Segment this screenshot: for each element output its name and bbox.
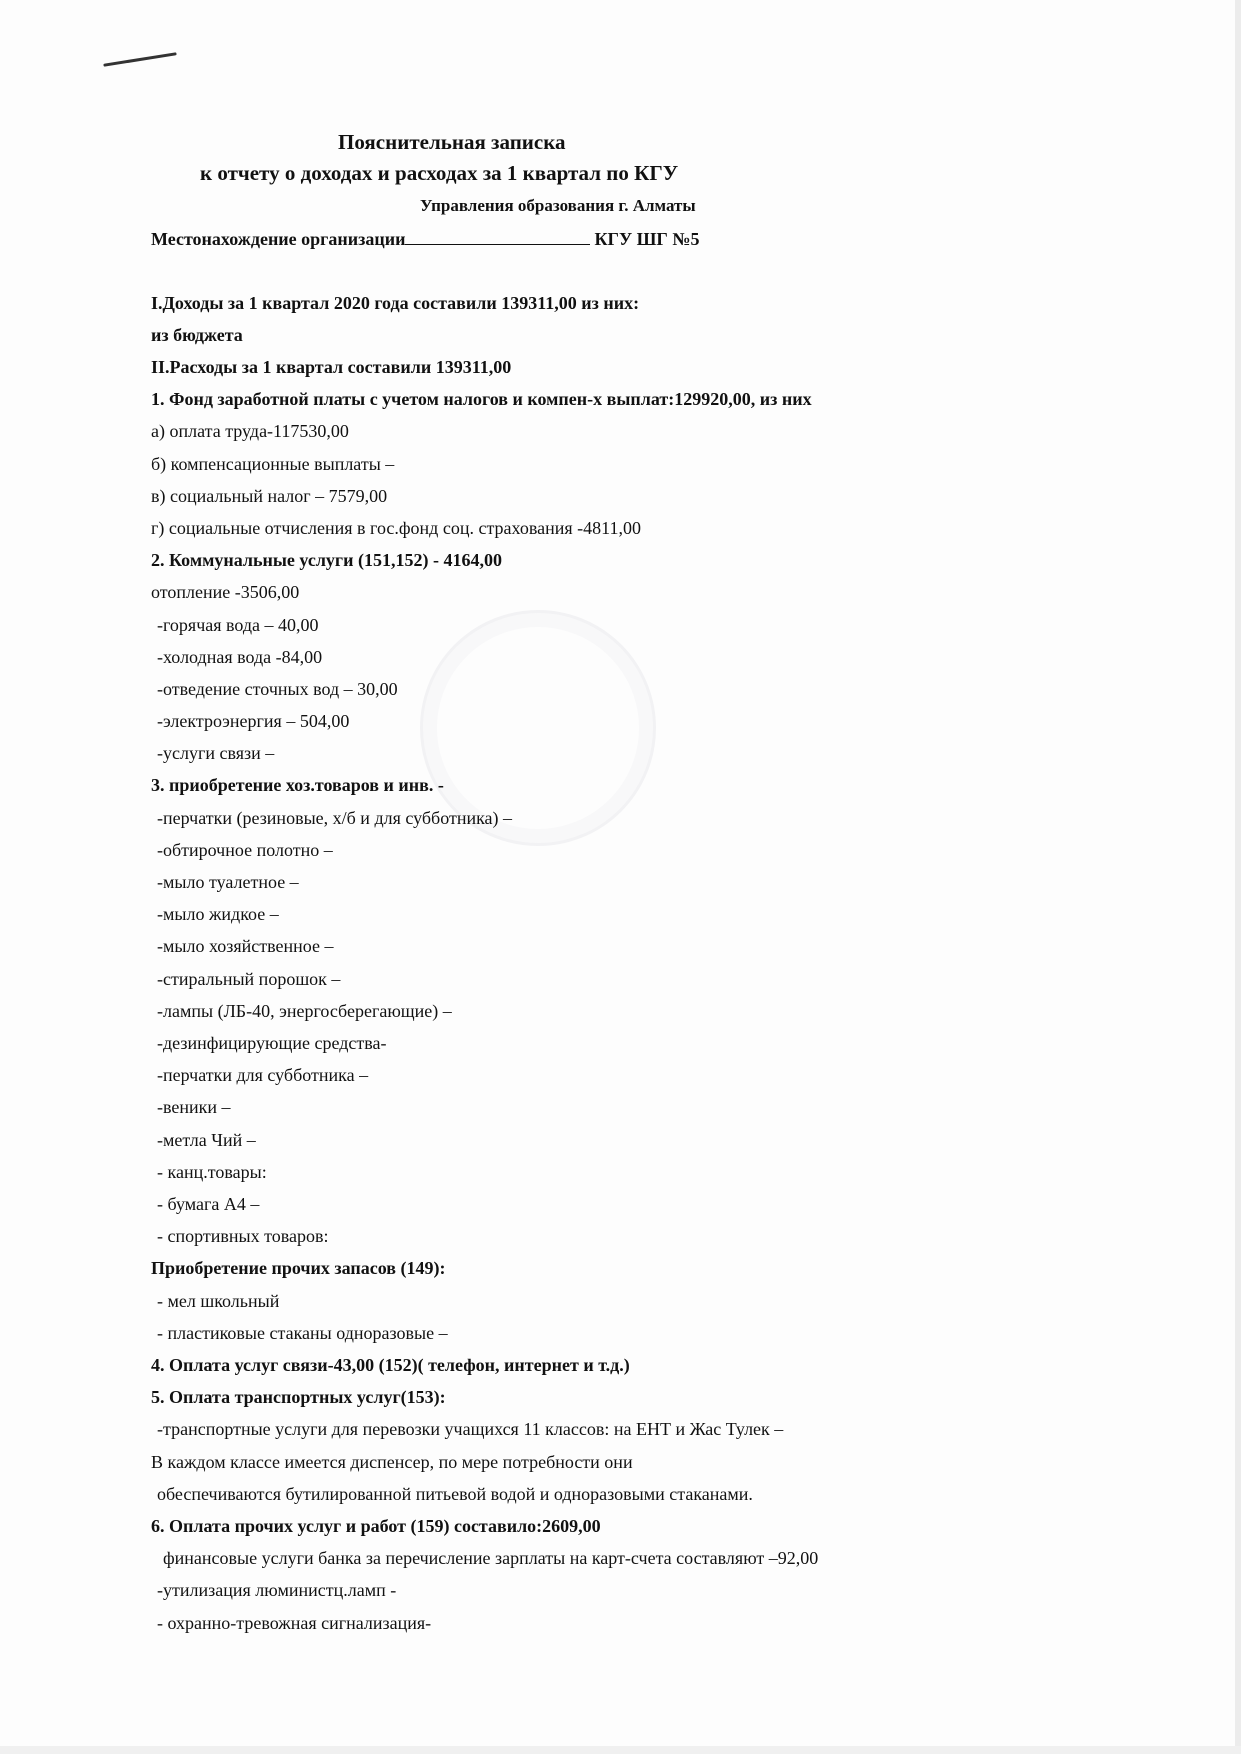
location-blank	[405, 228, 590, 245]
list-item: - мел школьный	[157, 1291, 280, 1311]
list-item: -транспортные услуги для перевозки учащихся 11 классов: на ЕНТ и Жас Тулек –	[157, 1419, 784, 1439]
list-item: - канц.товары:	[157, 1162, 267, 1182]
section-5-heading: 5. Оплата транспортных услуг(153):	[151, 1387, 446, 1407]
list-item: отопление -3506,00	[151, 582, 300, 602]
list-item: -дезинфицирующие средства-	[157, 1033, 387, 1053]
other-stock-heading: Приобретение прочих запасов (149):	[151, 1258, 446, 1278]
list-item: - охранно-тревожная сигнализация-	[157, 1613, 432, 1633]
list-item: финансовые услуги банка за перечисление зарплаты на карт-счета составляют –92,00	[163, 1548, 819, 1568]
income-heading: I.Доходы за 1 квартал 2020 года составили 139311,00 из них:	[151, 293, 640, 313]
section-3-heading: 3. приобретение хоз.товаров и инв. -	[151, 775, 444, 795]
list-item: -веники –	[157, 1097, 231, 1117]
list-item: -обтирочное полотно –	[157, 840, 333, 860]
list-item: -перчатки (резиновые, х/б и для субботника) –	[157, 808, 513, 828]
list-item: -стиральный порошок –	[157, 969, 341, 989]
list-item: -лампы (ЛБ-40, энергосберегающие) –	[157, 1001, 452, 1021]
list-item: -мыло хозяйственное –	[157, 936, 334, 956]
list-item: -горячая вода – 40,00	[157, 615, 319, 635]
list-item: -мыло жидкое –	[157, 904, 279, 924]
list-item: б) компенсационные выплаты –	[151, 454, 395, 474]
document-title: Пояснительная записка	[338, 130, 566, 154]
income-source: из бюджета	[151, 325, 243, 345]
paragraph-line: обеспечиваются бутилированной питьевой водой и одноразовыми стаканами.	[157, 1484, 753, 1504]
location-line	[151, 228, 699, 250]
list-item: - пластиковые стаканы одноразовые –	[157, 1323, 448, 1343]
paragraph-line: В каждом классе имеется диспенсер, по мере потребности они	[151, 1452, 633, 1472]
department-line: Управления образования г. Алматы	[420, 196, 696, 215]
section-1-heading: 1. Фонд заработной платы с учетом налогов и компен-х выплат:129920,00, из них	[151, 389, 812, 409]
expenses-heading: II.Расходы за 1 квартал составили 139311,00	[151, 357, 512, 377]
pen-mark	[103, 52, 177, 67]
location-value: КГУ ШГ №5	[594, 229, 700, 249]
section-2-heading: 2. Коммунальные услуги (151,152) - 4164,00	[151, 550, 502, 570]
list-item: -холодная вода -84,00	[157, 647, 323, 667]
list-item: г) социальные отчисления в гос.фонд соц. страхования -4811,00	[151, 518, 641, 538]
scan-edge-bottom	[0, 1746, 1241, 1754]
list-item: -утилизация люминистц.ламп -	[157, 1580, 397, 1600]
location-label: Местонахождение организации	[151, 229, 406, 249]
section-6-heading: 6. Оплата прочих услуг и работ (159) составило:2609,00	[151, 1516, 601, 1536]
list-item: - бумага А4 –	[157, 1194, 260, 1214]
list-item: -электроэнергия – 504,00	[157, 711, 350, 731]
list-item: -метла Чий –	[157, 1130, 256, 1150]
document-subtitle: к отчету о доходах и расходах за 1 квартал по КГУ	[200, 161, 679, 185]
list-item: в) социальный налог – 7579,00	[151, 486, 388, 506]
scan-edge-right	[1235, 0, 1241, 1754]
list-item: - спортивных товаров:	[157, 1226, 329, 1246]
section-4-heading: 4. Оплата услуг связи-43,00 (152)( телефон, интернет и т.д.)	[151, 1355, 630, 1375]
list-item: -мыло туалетное –	[157, 872, 299, 892]
list-item: а) оплата труда-117530,00	[151, 421, 349, 441]
list-item: -услуги связи –	[157, 743, 275, 763]
list-item: -перчатки для субботника –	[157, 1065, 369, 1085]
list-item: -отведение сточных вод – 30,00	[157, 679, 398, 699]
